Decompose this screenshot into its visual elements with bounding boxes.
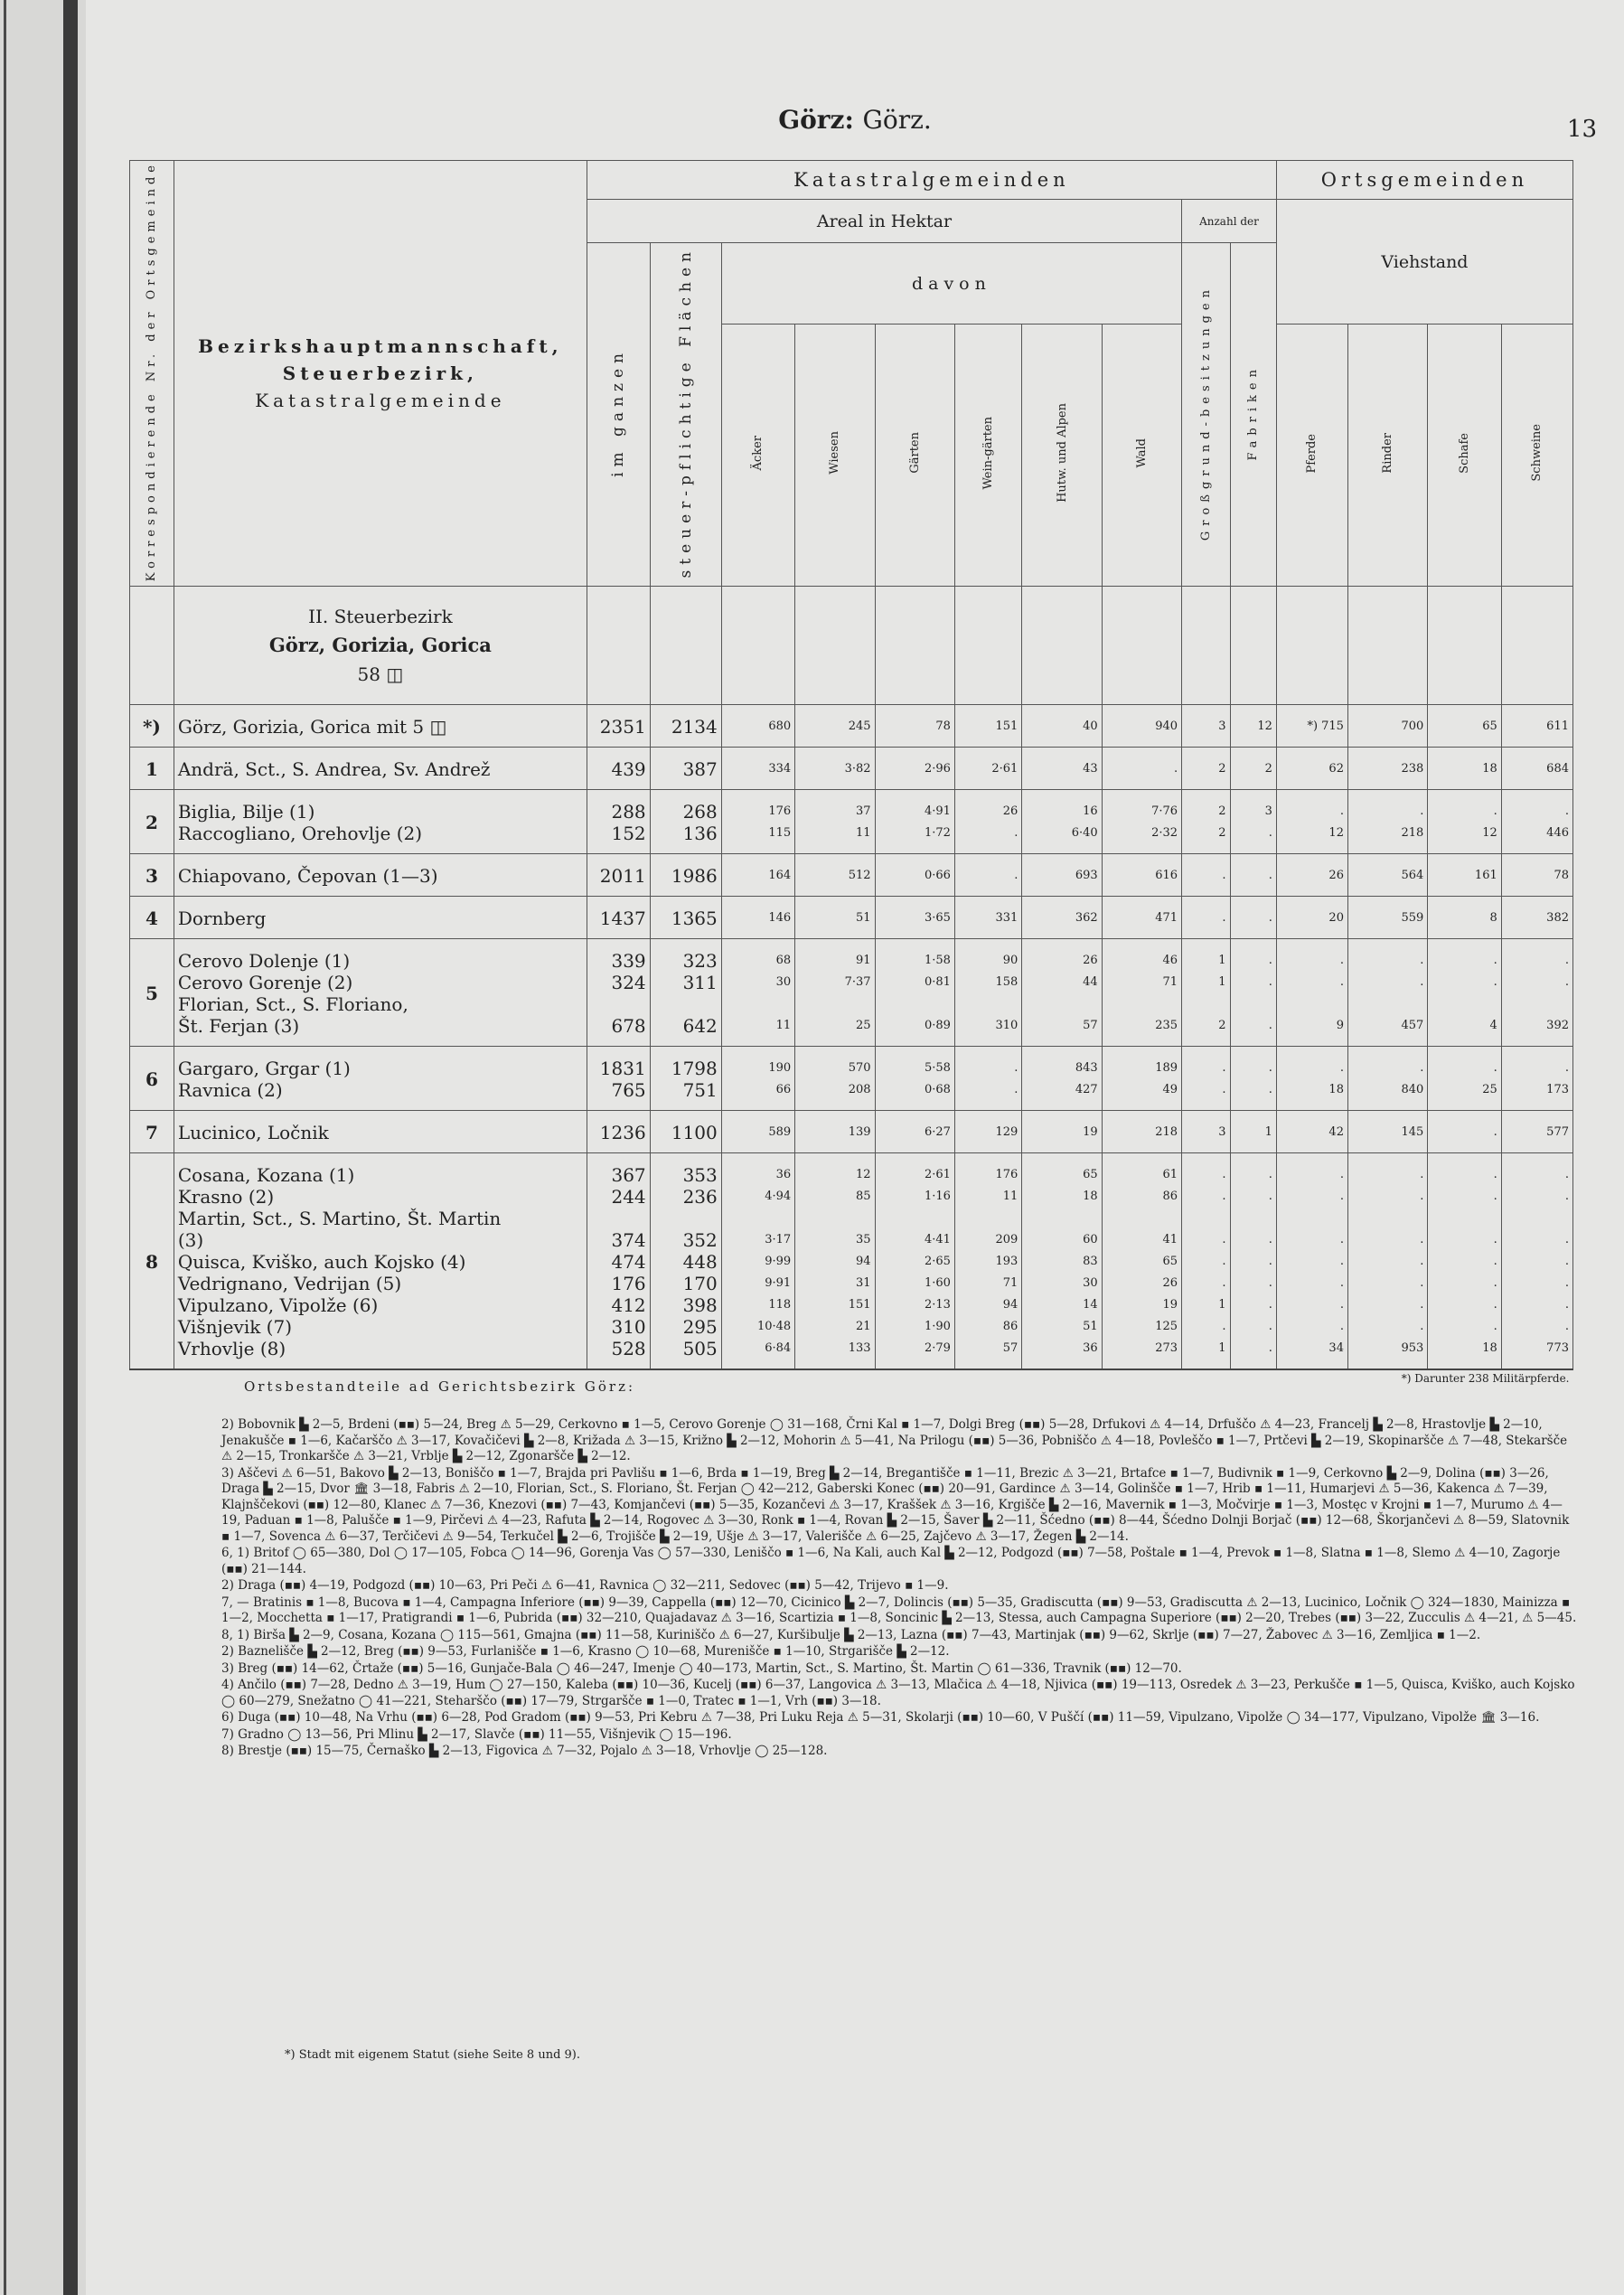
cell-acker: 589 xyxy=(721,1111,794,1153)
cell-wald: 46 71 235 xyxy=(1102,939,1181,1047)
statistics-table xyxy=(129,160,1573,1387)
cell-wiesen: 570 208 xyxy=(795,1047,875,1111)
ortsbestandteile-paragraph: 2) Bobovnik ▙ 2—5, Brdeni (▪▪) 5—24, Breg ⚠ 5—29, Cerkovno ▪ 1—5, Cerovo Gorenje ◯ 31—168, Črni Kal ▪ 1—7, Dolgi Breg (▪▪) 5—28, Drfukovi ⚠ 4—14, Drfuščo ⚠ 4—23, Francelj ▙ 2—8, Hrastovlje ▙ 2—10, Jenakušče ▪ 1—6, Kačarščo ⚠ 3—17, Kovačičevi ▙ 2—8, Križada ⚠ 3—15, Križno ▙ 2—12, Mohorin ⚠ 5—41, Na Prilogu (▪▪) 5—36, Pobniščo ⚠ 4—18, Povleščo ▪ 1—7, Prtčevi ▙ 2—19, Skopinaršče ⚠ 7—48, Stekaršče ⚠ 2—15, Tronkaršče ⚠ 3—21, Vrblje ▙ 2—12, Zgonaršče ▙ 2—12. xyxy=(221,1417,1568,1463)
ortsbestandteile-paragraph: 6, 1) Britof ◯ 65—380, Dol ◯ 17—105, Fobca ◯ 14—96, Gorenja Vas ◯ 57—330, Leniščo ▪ 1—6, Na Kali, auch Kal ▙ 2—12, Podgozd (▪▪) 7—58, Poštale ▪ 1—4, Prevok ▪ 1—8, Slatna ▪ 1—8, Slemo ⚠ 4—10, Zagorje (▪▪) 21—144. xyxy=(221,1546,1561,1576)
cell-steuer: 1100 xyxy=(650,1111,721,1153)
cell-wald: 189 49 xyxy=(1102,1047,1181,1111)
cell-ganz: 1831 765 xyxy=(587,1047,650,1111)
col-gross: Großgrund-besitzungen xyxy=(1182,243,1230,587)
cell-steuer: 268 136 xyxy=(650,790,721,854)
cell-hutw: 693 xyxy=(1022,854,1102,897)
cell-acker: 68 30 11 xyxy=(721,939,794,1047)
cell-wein: 151 xyxy=(954,705,1021,748)
cell-schafe: 18 xyxy=(1428,748,1501,790)
cell-wiesen: 245 xyxy=(795,705,875,748)
cell-hutw: 19 xyxy=(1022,1111,1102,1153)
cell-schweine: 577 xyxy=(1501,1111,1572,1153)
cell-gross: 3 xyxy=(1182,1111,1230,1153)
cell-wald: 471 xyxy=(1102,897,1181,939)
title-bold: Görz: xyxy=(778,105,854,135)
cell-acker: 164 xyxy=(721,854,794,897)
cell-hutw: 40 xyxy=(1022,705,1102,748)
cell-rinder: 564 xyxy=(1347,854,1427,897)
row-number: 2 xyxy=(130,790,174,854)
cell-wald: . xyxy=(1102,748,1181,790)
cell-hutw: 26 44 57 xyxy=(1022,939,1102,1047)
cell-schafe: 65 xyxy=(1428,705,1501,748)
cell-rinder: 700 xyxy=(1347,705,1427,748)
cell-wein: 331 xyxy=(954,897,1021,939)
cell-rinder: 559 xyxy=(1347,897,1427,939)
ortsbestandteile-paragraph: 8) Brestje (▪▪) 15—75, Černaško ▙ 2—13, Figovica ⚠ 7—32, Pojalo ⚠ 3—18, Vrhovlje ◯ 25—128. xyxy=(221,1744,828,1758)
col-pferde: Pferde xyxy=(1276,324,1347,587)
row-number: 5 xyxy=(130,939,174,1047)
cell-ganz: 1437 xyxy=(587,897,650,939)
cell-gaerten: 2·96 xyxy=(875,748,954,790)
cell-gaerten: 5·58 0·68 xyxy=(875,1047,954,1111)
cell-pferde: . . . . . . . 34 xyxy=(1276,1153,1347,1370)
col-wiesen: Wiesen xyxy=(795,324,875,587)
table-row xyxy=(130,705,1573,748)
cell-rinder: 145 xyxy=(1347,1111,1427,1153)
cell-wein: . xyxy=(954,854,1021,897)
header-areal: Areal in Hektar xyxy=(587,200,1181,243)
cell-wiesen: 37 11 xyxy=(795,790,875,854)
col-acker: Äcker xyxy=(721,324,794,587)
col-fabriken: Fabriken xyxy=(1230,243,1276,587)
cell-schweine: . 446 xyxy=(1501,790,1572,854)
section-heading-row xyxy=(130,587,1573,705)
section-line2: Görz, Gorizia, Gorica xyxy=(268,634,492,657)
cell-gross: 1 1 2 xyxy=(1182,939,1230,1047)
cell-ganz: 288 152 xyxy=(587,790,650,854)
cell-schweine: 611 xyxy=(1501,705,1572,748)
katastralgemeinde-name: Chiapovano, Čepovan (1—3) xyxy=(174,854,587,897)
header-katastral: Katastralgemeinden xyxy=(587,161,1276,200)
cell-gaerten: 3·65 xyxy=(875,897,954,939)
cell-pferde: *) 715 xyxy=(1276,705,1347,748)
cell-gaerten: 2·61 1·16 4·41 2·65 1·60 2·13 1·90 2·79 xyxy=(875,1153,954,1370)
row-number: 6 xyxy=(130,1047,174,1111)
cell-gaerten: 4·91 1·72 xyxy=(875,790,954,854)
katastralgemeinde-name: Dornberg xyxy=(174,897,587,939)
cell-rinder: . . 457 xyxy=(1347,939,1427,1047)
cell-pferde: . . 9 xyxy=(1276,939,1347,1047)
cell-rinder: . 840 xyxy=(1347,1047,1427,1111)
cell-fabr: . . . xyxy=(1230,939,1276,1047)
cell-schweine: . . . . . . . 773 xyxy=(1501,1153,1572,1370)
cell-fabr: . . xyxy=(1230,1047,1276,1111)
cell-ganz: 367 244 374 474 176 412 310 528 xyxy=(587,1153,650,1370)
cell-rinder: 238 xyxy=(1347,748,1427,790)
cell-hutw: 65 18 60 83 30 14 51 36 xyxy=(1022,1153,1102,1370)
cell-schafe: . . 4 xyxy=(1428,939,1501,1047)
cell-ganz: 1236 xyxy=(587,1111,650,1153)
cell-gross: . xyxy=(1182,854,1230,897)
cell-fabr: . . . . . . . . xyxy=(1230,1153,1276,1370)
cell-pferde: 62 xyxy=(1276,748,1347,790)
cell-gross: . . . . . 1 . 1 xyxy=(1182,1153,1230,1370)
cell-schweine: 684 xyxy=(1501,748,1572,790)
katastralgemeinde-name: Biglia, Bilje (1) Raccogliano, Orehovlje (2) xyxy=(174,790,587,854)
cell-steuer: 2134 xyxy=(650,705,721,748)
row-number: *) xyxy=(130,705,174,748)
cell-schafe: 161 xyxy=(1428,854,1501,897)
cell-schweine: 78 xyxy=(1501,854,1572,897)
cell-steuer: 387 xyxy=(650,748,721,790)
katastralgemeinde-name: Andrä, Sct., S. Andrea, Sv. Andrež xyxy=(174,748,587,790)
cell-steuer: 1986 xyxy=(650,854,721,897)
header-viehstand: Viehstand xyxy=(1276,200,1572,324)
cell-acker: 680 xyxy=(721,705,794,748)
page-number: 13 xyxy=(1566,116,1597,143)
cell-gaerten: 78 xyxy=(875,705,954,748)
table-row xyxy=(130,748,1573,790)
ortsbestandteile-paragraph: 8, 1) Birša ▙ 2—9, Cosana, Kozana ◯ 115—561, Gmajna (▪▪) 11—58, Kuriniščo ⚠ 6—27, Kuršibulje ▙ 2—13, Lazna (▪▪) 7—43, Martinjak (▪▪) 9—62, Skrlje (▪▪) 7—27, Žabovec ⚠ 3—16, Zemljica ▪ 1—2. xyxy=(221,1627,1481,1642)
cell-wein: 26 . xyxy=(954,790,1021,854)
cell-fabr: 2 xyxy=(1230,748,1276,790)
cell-gaerten: 0·66 xyxy=(875,854,954,897)
table-row xyxy=(130,790,1573,854)
ortsbestandteile-paragraph: 3) Breg (▪▪) 14—62, Črtaže (▪▪) 5—16, Gunjače-Bala ◯ 46—247, Imenje ◯ 40—173, Martin, Sct., S. Martino, Št. Martin ◯ 61—336, Travnik (▪▪) 12—70. xyxy=(221,1660,1182,1676)
cell-ganz: 2011 xyxy=(587,854,650,897)
cell-wiesen: 512 xyxy=(795,854,875,897)
cell-pferde: 26 xyxy=(1276,854,1347,897)
cell-steuer: 1365 xyxy=(650,897,721,939)
scan-left-edge xyxy=(0,0,86,2295)
cell-wiesen: 3·82 xyxy=(795,748,875,790)
cell-steuer: 323 311 642 xyxy=(650,939,721,1047)
table-row xyxy=(130,1153,1573,1370)
row-number: 7 xyxy=(130,1111,174,1153)
cell-rinder: . . . . . . . 953 xyxy=(1347,1153,1427,1370)
cell-fabr: 12 xyxy=(1230,705,1276,748)
section-line3: 58 ◫ xyxy=(357,663,404,686)
page xyxy=(86,0,1624,2295)
ortsbestandteile-paragraph: 7) Gradno ◯ 13—56, Pri Mlinu ▙ 2—17, Slavče (▪▪) 11—55, Višnjevik ◯ 15—196. xyxy=(221,1726,732,1742)
header-davon: davon xyxy=(721,243,1181,324)
cell-ganz: 339 324 678 xyxy=(587,939,650,1047)
cell-ganz: 439 xyxy=(587,748,650,790)
col-steuer: steuer-pflichtige Flächen xyxy=(650,243,721,587)
section-line1: II. Steuerbezirk xyxy=(308,606,453,628)
cell-schafe: . . . . . . . 18 xyxy=(1428,1153,1501,1370)
table-footnote: *) Darunter 238 Militärpferde. xyxy=(1401,1372,1570,1386)
col-schafe: Schafe xyxy=(1428,324,1501,587)
cell-wiesen: 91 7·37 25 xyxy=(795,939,875,1047)
cell-wiesen: 12 85 35 94 31 151 21 133 xyxy=(795,1153,875,1370)
cell-acker: 146 xyxy=(721,897,794,939)
ortsbestandteile-heading: Ortsbestandteile ad Gerichtsbezirk Görz: xyxy=(244,1378,636,1395)
cell-pferde: 42 xyxy=(1276,1111,1347,1153)
cell-pferde: . 12 xyxy=(1276,790,1347,854)
bottom-footnote: *) Stadt mit eigenem Statut (siehe Seite 8 und 9). xyxy=(285,2048,581,2062)
cell-schafe: 8 xyxy=(1428,897,1501,939)
table-row xyxy=(130,1047,1573,1111)
cell-wein: 129 xyxy=(954,1111,1021,1153)
col-rinder: Rinder xyxy=(1347,324,1427,587)
cell-schweine: 382 xyxy=(1501,897,1572,939)
page-title xyxy=(86,105,1624,135)
katastralgemeinde-name: Cerovo Dolenje (1) Cerovo Gorenje (2) Florian, Sct., S. Floriano, Št. Ferjan (3) xyxy=(174,939,587,1047)
cell-pferde: . 18 xyxy=(1276,1047,1347,1111)
cell-hutw: 843 427 xyxy=(1022,1047,1102,1111)
cell-gaerten: 6·27 xyxy=(875,1111,954,1153)
cell-pferde: 20 xyxy=(1276,897,1347,939)
ortsbestandteile-text xyxy=(221,1417,1577,1761)
cell-hutw: 43 xyxy=(1022,748,1102,790)
cell-acker: 334 xyxy=(721,748,794,790)
col-bezirk: Bezirkshauptmannschaft, Steuerbezirk, Katastralgemeinde xyxy=(174,161,587,587)
cell-steuer: 1798 751 xyxy=(650,1047,721,1111)
table-row xyxy=(130,854,1573,897)
cell-fabr: 3 . xyxy=(1230,790,1276,854)
table-row xyxy=(130,939,1573,1047)
ortsbestandteile-paragraph: 6) Duga (▪▪) 10—48, Na Vrhu (▪▪) 6—28, Pod Gradom (▪▪) 9—53, Pri Kebru ⚠ 7—38, Pri Luku Reja ⚠ 5—31, Skolarji (▪▪) 10—60, V Puščí (▪▪) 11—59, Vipulzano, Vipolže ◯ 34—177, Vipulzano, Vipolže 🏛 3—16. xyxy=(221,1710,1540,1725)
cell-rinder: . 218 xyxy=(1347,790,1427,854)
row-number: 8 xyxy=(130,1153,174,1370)
cell-fabr: . xyxy=(1230,854,1276,897)
cell-fabr: 1 xyxy=(1230,1111,1276,1153)
cell-schafe: . 12 xyxy=(1428,790,1501,854)
cell-gross: 2 2 xyxy=(1182,790,1230,854)
ortsbestandteile-paragraph: 2) Baznelišče ▙ 2—12, Breg (▪▪) 9—53, Furlanišče ▪ 1—6, Krasno ◯ 10—68, Murenišče ▪ 1—10, Strgarišče ▙ 2—12. xyxy=(221,1644,950,1659)
cell-acker: 36 4·94 3·17 9·99 9·91 118 10·48 6·84 xyxy=(721,1153,794,1370)
cell-wald: 616 xyxy=(1102,854,1181,897)
cell-gross: 2 xyxy=(1182,748,1230,790)
cell-gross: . . xyxy=(1182,1047,1230,1111)
cell-schweine: . 173 xyxy=(1501,1047,1572,1111)
col-wein: Wein-gärten xyxy=(954,324,1021,587)
ortsbestandteile-paragraph: 7, — Bratinis ▪ 1—8, Bucova ▪ 1—4, Campagna Inferiore (▪▪) 9—39, Cappella (▪▪) 12—70, Cicinico ▙ 2—7, Dolincis (▪▪) 5—35, Gradiscutta (▪▪) 9—53, Gradiscutta ⚠ 2—13, Lucinico, Ločnik ◯ 324—1830, Mainizza ▪ 1—2, Mocchetta ▪ 1—17, Pratigrandi ▪ 1—6, Pubrida (▪▪) 32—210, Quajadavaz ⚠ 3—16, Scartizia ▪ 1—8, Soncinic ▙ 2—13, Stessa, auch Campagna Superiore (▪▪) 2—20, Trebes (▪▪) 3—22, Zucculis ⚠ 4—21, ⚠ 5—45. xyxy=(221,1594,1577,1625)
cell-wald: 61 86 41 65 26 19 125 273 xyxy=(1102,1153,1181,1370)
cell-schweine: . . 392 xyxy=(1501,939,1572,1047)
cell-acker: 190 66 xyxy=(721,1047,794,1111)
cell-wein: 2·61 xyxy=(954,748,1021,790)
row-number: 1 xyxy=(130,748,174,790)
cell-hutw: 16 6·40 xyxy=(1022,790,1102,854)
col-gaerten: Gärten xyxy=(875,324,954,587)
cell-wald: 7·76 2·32 xyxy=(1102,790,1181,854)
cell-wald: 940 xyxy=(1102,705,1181,748)
col-wald: Wald xyxy=(1102,324,1181,587)
col-schweine: Schweine xyxy=(1501,324,1572,587)
cell-ganz: 2351 xyxy=(587,705,650,748)
cell-schafe: . 25 xyxy=(1428,1047,1501,1111)
title-normal: Görz. xyxy=(862,105,932,135)
cell-wald: 218 xyxy=(1102,1111,1181,1153)
header-orts: Ortsgemeinden xyxy=(1276,161,1572,200)
katastralgemeinde-name: Görz, Gorizia, Gorica mit 5 ◫ xyxy=(174,705,587,748)
cell-wiesen: 51 xyxy=(795,897,875,939)
cell-wein: 176 11 209 193 71 94 86 57 xyxy=(954,1153,1021,1370)
col-ganzen: im ganzen xyxy=(587,243,650,587)
cell-steuer: 353 236 352 448 170 398 295 505 xyxy=(650,1153,721,1370)
scan-margin-line xyxy=(4,0,6,2295)
katastralgemeinde-name: Cosana, Kozana (1) Krasno (2) Martin, Sct., S. Martino, Št. Martin (3) Quisca, Kviško, auch Kojsko (4) Vedrignano, Vedrijan (5) Vipulzano, Vipolže (6) Višnjevik (7) Vrhovlje (8) xyxy=(174,1153,587,1370)
cell-hutw: 362 xyxy=(1022,897,1102,939)
cell-schafe: . xyxy=(1428,1111,1501,1153)
ortsbestandteile-paragraph: 2) Draga (▪▪) 4—19, Podgozd (▪▪) 10—63, Pri Peči ⚠ 6—41, Ravnica ◯ 32—211, Sedovec (▪▪) 5—42, Trijevo ▪ 1—9. xyxy=(221,1578,949,1593)
header-anzahl: Anzahl der xyxy=(1182,200,1277,243)
table-row xyxy=(130,1111,1573,1153)
col-korrespond: Korrespondierende Nr. der Ortsgemeinde xyxy=(130,161,174,587)
ortsbestandteile-paragraph: 3) Aščevi ⚠ 6—51, Bakovo ▙ 2—13, Boniščo ▪ 1—7, Brajda pri Pavlišu ▪ 1—6, Brda ▪ 1—19, Breg ▙ 2—14, Bregantišče ▪ 1—11, Brezic ⚠ 3—21, Brtafce ▪ 1—7, Budivnik ▪ 1—9, Cerkovno ▙ 2—9, Dolina (▪▪) 3—26, Draga ▙ 2—15, Dvor 🏛 3—18, Fabris ⚠ 2—10, Florian, Sct., S. Floriano, Št. Ferjan ◯ 42—212, Gaberski Konec (▪▪) 20—91, Gardince ⚠ 3—14, Golinšče ▪ 1—7, Hrib ▪ 1—11, Humarjevi ⚠ 5—36, Kakenca ⚠ 7—39, Klajnščekovi (▪▪) 12—80, Klanec ⚠ 7—36, Knezovi (▪▪) 7—43, Komjančevi (▪▪) 5—35, Kozančevi ⚠ 3—17, Kraššek ⚠ 3—16, Krgišče ▙ 2—16, Mavernik ▪ 1—3, Močvirje ▪ 1—3, Mostęc v Krojni ▪ 1—7, Murumo ⚠ 4—19, Paduan ▪ 1—8, Palušče ▪ 1—9, Pirčevi ⚠ 4—23, Rafuta ▙ 2—14, Rogovec ⚠ 3—30, Ronk ▪ 1—4, Rovan ▙ 2—15, Šaver ▙ 2—11, Šćedno (▪▪) 8—44, Šćedno Dolnji Borjač (▪▪) 12—68, Škorjančevi ⚠ 8—59, Slatovnik ▪ 1—7, Sovenca ⚠ 6—37, Terčičevi ⚠ 9—54, Terkučel ▙ 2—6, Trojišče ▙ 2—19, Ušje ⚠ 3—17, Valerišče ⚠ 6—25, Zajčevo ⚠ 3—17, Žegen ▙ 2—14. xyxy=(221,1465,1570,1544)
katastralgemeinde-name: Lucinico, Ločnik xyxy=(174,1111,587,1153)
col-hutw: Hutw. und Alpen xyxy=(1022,324,1102,587)
cell-wein: 90 158 310 xyxy=(954,939,1021,1047)
table-row xyxy=(130,897,1573,939)
cell-acker: 176 115 xyxy=(721,790,794,854)
row-number: 3 xyxy=(130,854,174,897)
scan-binding-shadow xyxy=(63,0,78,2295)
cell-gross: 3 xyxy=(1182,705,1230,748)
cell-gross: . xyxy=(1182,897,1230,939)
ortsbestandteile-paragraph: 4) Ančilo (▪▪) 7—28, Dedno ⚠ 3—19, Hum ◯ 27—150, Kaleba (▪▪) 10—36, Kucelj (▪▪) 6—37, Langovica ⚠ 3—13, Mlačica ⚠ 4—18, Njivica (▪▪) 19—113, Osredek ⚠ 3—23, Perkušče ▪ 1—5, Quisca, Kviško, auch Kojsko ◯ 60—279, Snežatno ◯ 41—221, Steharščo (▪▪) 17—79, Strgaršče ▪ 1—0, Tratec ▪ 1—1, Vrh (▪▪) 3—18. xyxy=(221,1678,1575,1708)
cell-wein: . . xyxy=(954,1047,1021,1111)
cell-wiesen: 139 xyxy=(795,1111,875,1153)
cell-fabr: . xyxy=(1230,897,1276,939)
row-number: 4 xyxy=(130,897,174,939)
cell-gaerten: 1·58 0·81 0·89 xyxy=(875,939,954,1047)
katastralgemeinde-name: Gargaro, Grgar (1) Ravnica (2) xyxy=(174,1047,587,1111)
